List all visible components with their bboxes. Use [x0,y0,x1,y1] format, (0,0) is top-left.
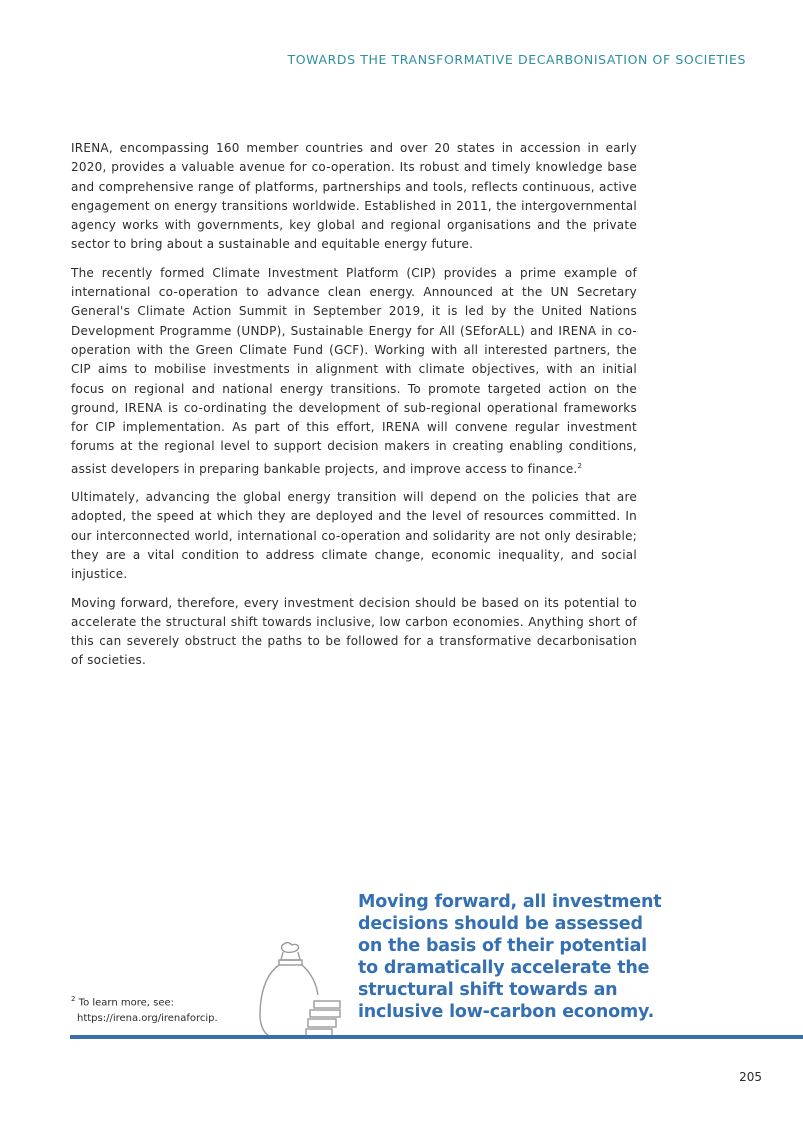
body-text [71,139,637,680]
pull-quote-line: decisions should be assessed [358,914,643,934]
paragraph-with-footnote [71,264,637,479]
footnote [71,992,251,1026]
paragraph: Ultimately, advancing the global energy transition will depend on the policies that are adopted, the speed at which they are deployed and the level of resources committed. In our interconnected world, international co-operation and solidarity are not only desirable; they are a vital condition to address climate change, economic inequality, and social injustice. [71,490,637,582]
footnote-ref[interactable]: 2 [577,461,583,470]
money-bag-coins-icon [250,940,350,1044]
pull-quote-line: to dramatically accelerate the [358,958,650,978]
running-header: TOWARDS THE TRANSFORMATIVE DECARBONISATION OF SOCIETIES [287,52,746,67]
pull-quote-line: Moving forward, all investment [358,892,662,912]
paragraph: IRENA, encompassing 160 member countries and over 20 states in accession in early 2020, provides a valuable avenue for co-operation. Its robust and timely knowledge base and comprehensive range of platforms, partnerships and tools, reflects continuous, active engagement on energy transitions worldwide. Established in 2011, the intergovernmental agency works with governments, key global and regional organisations and the private sector to bring about a sustainable and equitable energy future. [71,141,637,252]
pull-quote-line: structural shift towards an [358,980,618,1000]
footnote-mark: 2 [71,995,76,1003]
pull-quote-line: on the basis of their potential [358,936,647,956]
footnote-text: To learn more, see: [78,997,175,1009]
pull-quote-line: inclusive low-carbon economy. [358,1002,655,1022]
footnote-link[interactable]: https://irena.org/irenaforcip. [77,1012,218,1024]
paragraph: Moving forward, therefore, every investment decision should be based on its potential to accelerate the structural shift towards inclusive, low carbon economies. Anything short of this can severely obstruct the paths to be followed for a transformative decarbonisation of societies. [71,595,637,668]
page-number: 205 [739,1070,762,1084]
bottom-rule [70,1035,803,1039]
paragraph-text: The recently formed Climate Investment Platform (CIP) provides a prime example of international co-operation to advance clean energy. Announced at the UN Secretary General's Climate Action Summit in September 2019, it is led by the United Nations Development Programme (UNDP), Sustainable Energy for All (SEforALL) and IRENA in co-operation with the Green Climate Fund (GCF). Working with all interested partners, the CIP aims to mobilise investments in alignment with climate objectives, with an initial focus on regional and national energy transitions. To promote targeted action on the ground, IRENA is co-ordinating the development of sub-regional operational frameworks for CIP implementation. As part of this effort, IRENA will convene regular investment forums at the regional level to support decision makers in creating enabling conditions, assist developers in preparing bankable projects, and improve access to finance. [71,265,637,476]
pull-quote [358,891,662,1023]
